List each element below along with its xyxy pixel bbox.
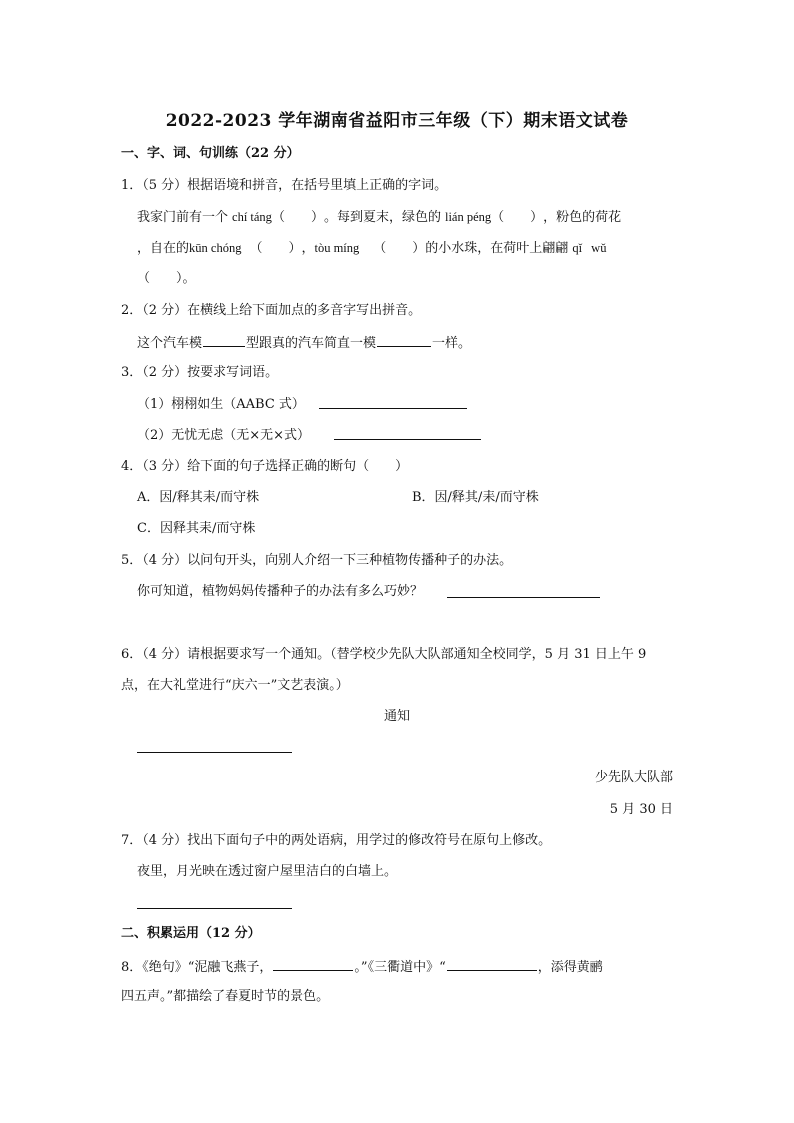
answer-blank-8-1[interactable] [273,957,353,971]
notice-signature: 少先队大队部 [594,770,673,785]
question-1-line-1 [137,208,621,227]
notice-date: 5 月 30 日 [609,802,673,817]
question-3-item-2: （2）无忧无虑（无×无×式） [137,428,311,443]
pinyin-touming: tòu míng [314,241,360,255]
notice-title: 通知 [383,709,410,724]
question-2-sentence [137,333,471,353]
question-7-sentence: 夜里，月光映在透过窗户屋里洁白的白墙上。 [137,864,398,879]
answer-line-7[interactable] [137,908,292,909]
answer-paren-4[interactable]: （ ） [373,241,426,256]
answer-paren-3[interactable]: （ ） [249,241,302,256]
question-8-line-1 [121,957,603,977]
question-5-heading: 5．（4 分）以问句开头，向别人介绍一下三种植物传播种子的办法。 [121,553,513,568]
text-segment: 。每到夏末，绿色的 [323,210,441,225]
text-segment: 的小水珠，在荷叶上翩翩 [425,241,569,256]
question-3-item-1: （1）栩栩如生（AABC 式） [137,397,305,412]
page-title: 2022-2023 学年湖南省益阳市三年级（下）期末语文试卷 [165,111,629,131]
question-7-heading: 7．（4 分）找出下面句子中的两处语病，用学过的修改符号在原句上修改。 [121,833,552,848]
pinyin-chitang: chí táng [232,210,272,224]
answer-paren-5[interactable]: （ ）。 [137,271,196,286]
pinyin-lianpeng: lián péng [444,210,492,224]
answer-blank-mo-1[interactable] [203,333,245,347]
question-2-heading: 2．（2 分）在横线上给下面加点的多音字写出拼音。 [121,303,422,318]
question-3-heading: 3．（2 分）按要求写词语。 [121,365,279,380]
question-1-line-2 [137,239,606,258]
text-segment: 8．《绝句》“泥融飞燕子， [121,960,273,975]
text-segment: 型跟真的汽车简直一模 [246,336,377,351]
section-heading-1: 一、字、词、句训练（22 分） [121,146,300,161]
question-4-heading: 4．（3 分）给下面的句子选择正确的断句（ ） [121,459,409,474]
text-segment: 。”《三衢道中》“ [354,960,446,975]
pinyin-kunchong: kūn chóng [189,241,242,255]
answer-line-3-1[interactable] [319,408,467,409]
option-c[interactable]: C．因释其耒/而守株 [137,521,256,536]
answer-line-5[interactable] [447,597,600,598]
answer-paren-2[interactable]: （ ） [491,210,544,225]
answer-blank-mo-2[interactable] [377,333,431,347]
text-segment: ，添得黄鹂 [537,960,603,975]
question-8-line-2: 四五声。”都描绘了春夏时节的景色。 [121,989,330,1004]
section-heading-2: 二、积累运用（12 分） [121,926,261,941]
pinyin-qiwu: qǐ wǔ [572,241,607,255]
option-a[interactable]: A．因/释其耒/而守株 [137,490,260,505]
answer-blank-8-2[interactable] [447,957,537,971]
question-6-heading: 6．（4 分）请根据要求写一个通知。（替学校少先队大队部通知全校同学，5 月 31 日上午 9 [121,647,647,662]
question-6-heading-cont: 点，在大礼堂进行“庆六一”文艺表演。） [121,678,349,693]
text-segment: ，自在的 [137,241,190,256]
text-segment: 我家门前有一个 [137,210,229,225]
text-segment: ， [301,241,315,256]
answer-line-3-2[interactable] [334,439,481,440]
question-5-prompt: 你可知道，植物妈妈传播种子的办法有多么巧妙？ [137,584,424,599]
text-segment: 一样。 [432,336,472,351]
text-segment: 这个汽车模 [137,336,203,351]
answer-line-6-body[interactable] [137,752,292,753]
option-b[interactable]: B．因/释其/耒/而守株 [412,490,539,505]
question-1-heading: 1．（5 分）根据语境和拼音，在括号里填上正确的字词。 [121,178,448,193]
text-segment: ，粉色的荷花 [543,210,622,225]
answer-paren-1[interactable]: （ ） [271,210,324,225]
